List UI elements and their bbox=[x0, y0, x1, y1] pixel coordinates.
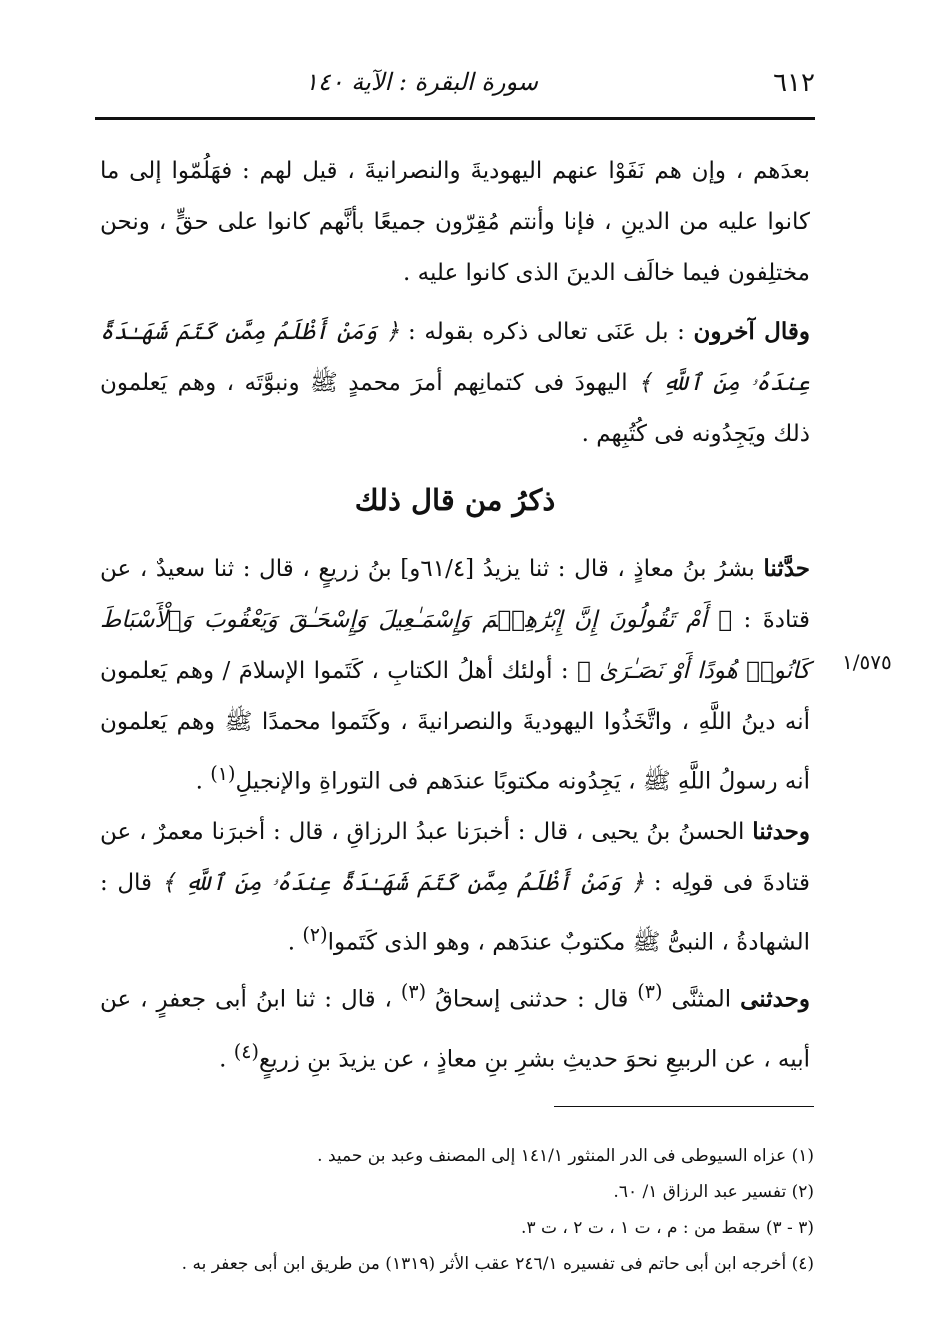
paragraph-3-text-b: : أولئك أهلُ الكتابِ ، كَتَموا الإسلامَ / وهم يَعلمون أنه دينُ اللَّهِ ، واتَّخَذُوا اليهوديةَ والنصرانيةَ ، وكَتَموا محمدًا ﷺ وهم يَعلمون أنه رسولُ اللَّهِ ﷺ ، يَجِدُونه مكتوبًا عندَهم فى التوراةِ والإنجيلِ bbox=[100, 658, 810, 795]
paragraph-2-lead: وقال آخرون bbox=[693, 318, 810, 345]
footnote-2: (٢) تفسير عبد الرزاق ١/ ٦٠. bbox=[613, 1182, 814, 1202]
quran-quote: ﴿ أَمْ تَقُولُونَ إِنَّ إِبْرَٰهِـۧمَ وَإِسْمَـٰعِيلَ وَإِسْحَـٰقَ وَيَعْقُوبَ وَٱلْأَسْبَاطَ كَانُوا۟ هُودًا أَوْ نَصَـٰرَىٰ ﴾ bbox=[100, 607, 810, 684]
paragraph-2-text-a: : بل عَنَى تعالى ذكره بقوله : bbox=[399, 319, 694, 345]
footnote-3: (٣ - ٣) سقط من : م ، ت ١ ، ت ٢ ، ت ٣. bbox=[521, 1218, 814, 1238]
footnote-ref-4[interactable]: (٤) bbox=[233, 1039, 259, 1063]
paragraph-3-lead: حدَّثنا bbox=[763, 555, 811, 582]
paragraph-4-text-a: الحسنُ بنُ يحيى ، قال : أخبرَنا عبدُ الرزاقِ ، قال : أخبرَنا معمرٌ ، عن قتادةَ فى قولِه : bbox=[100, 819, 810, 896]
page-number: ٦١٢ bbox=[773, 68, 815, 98]
paragraph-4-end: . bbox=[287, 929, 303, 956]
footnote-ref-2[interactable]: (٢) bbox=[302, 923, 328, 946]
paragraph-5-text-a: المثنَّى bbox=[662, 986, 741, 1013]
quran-quote: ﴿ وَمَنْ أَظْلَمُ مِمَّن كَتَمَ شَهَـٰدَةً عِندَهُۥ مِنَ ٱللَّهِ ﴾ bbox=[100, 319, 810, 396]
paragraph-5-text-c: ، قال : ثنا ابنُ أبى جعفرٍ ، عن أبيه ، عن الربيعِ نحوَ حديثِ بشرِ بنِ معاذٍ ، عن يزيدَ بنِ زريعٍ bbox=[100, 986, 810, 1073]
quran-quote: ﴿ وَمَنْ أَظْلَمُ مِمَّن كَتَمَ شَهَـٰدَةً عِندَهُۥ مِنَ ٱللَّهِ ﴾ bbox=[161, 870, 645, 896]
paragraph-5-text-b: قال : حدثنى إسحاقُ bbox=[426, 986, 638, 1013]
paragraph-2-text-b: اليهودَ فى كتمانِهم أمرَ محمدٍ ﷺ ونبوَّتَه ، وهم يَعلمون ذلك ويَجِدُونه فى كُتُبِهم . bbox=[100, 370, 810, 447]
footnote-4: (٤) أخرجه ابن أبى حاتم فى تفسيره ٢٤٦/١ عقب الأثر (١٣١٩) من طريق ابن أبى جعفر به . bbox=[181, 1254, 814, 1274]
paragraph-5-lead: وحدثنى bbox=[740, 985, 810, 1013]
footnotes bbox=[100, 1138, 814, 1282]
footnote-ref-3-close[interactable]: (٣) bbox=[400, 980, 427, 1003]
page-header bbox=[95, 58, 815, 108]
footnote-ref-3-open[interactable]: (٣) bbox=[637, 980, 663, 1003]
margin-page-reference: ١/٥٧٥ bbox=[842, 650, 892, 674]
paragraph-5 bbox=[100, 966, 810, 1085]
footnote-rule bbox=[554, 1106, 814, 1107]
paragraph-1 bbox=[100, 146, 810, 299]
section-heading: ذكرُ من قال ذلك bbox=[354, 483, 556, 517]
paragraph-3-text-a: بشرُ بنُ معاذٍ ، قال : ثنا يزيدُ [٦١/٤و] بنُ زريعٍ ، قال : ثنا سعيدٌ ، عن قتادةَ : bbox=[100, 556, 810, 633]
footnote-1: (١) عزاه السيوطى فى الدر المنثور ١٤١/١ إلى المصنف وعبد بن حميد . bbox=[317, 1146, 814, 1166]
paragraph-1-text: بعدَهم ، وإن هم نَفَوْا عنهم اليهوديةَ والنصرانيةَ ، قيل لهم : فهَلُمّوا إلى ما كانوا عليه من الدينِ ، فإنا وأنتم مُقِرّون جميعًا بأنَّهم كانوا على حقٍّ ، ونحن مختلِفون فيما خالَف الدينَ الذى كانوا عليه . bbox=[100, 158, 810, 286]
running-title: سورة البقرة : الآية ١٤٠ bbox=[305, 68, 539, 96]
paragraph-4-lead: وحدثنا bbox=[752, 818, 810, 845]
paragraph-4-text-b: قال : الشهادةُ ، النبىُّ ﷺ مكتوبٌ عندَهم ، وهو الذى كَتَموا bbox=[100, 870, 810, 956]
paragraph-3 bbox=[100, 543, 810, 808]
paragraph-3-end: . bbox=[195, 768, 211, 795]
paragraph-2 bbox=[100, 306, 810, 460]
header-rule bbox=[95, 117, 815, 120]
paragraph-5-end: . bbox=[219, 1046, 234, 1073]
footnote-ref-1[interactable]: (١) bbox=[210, 762, 236, 785]
paragraph-4 bbox=[100, 806, 810, 969]
